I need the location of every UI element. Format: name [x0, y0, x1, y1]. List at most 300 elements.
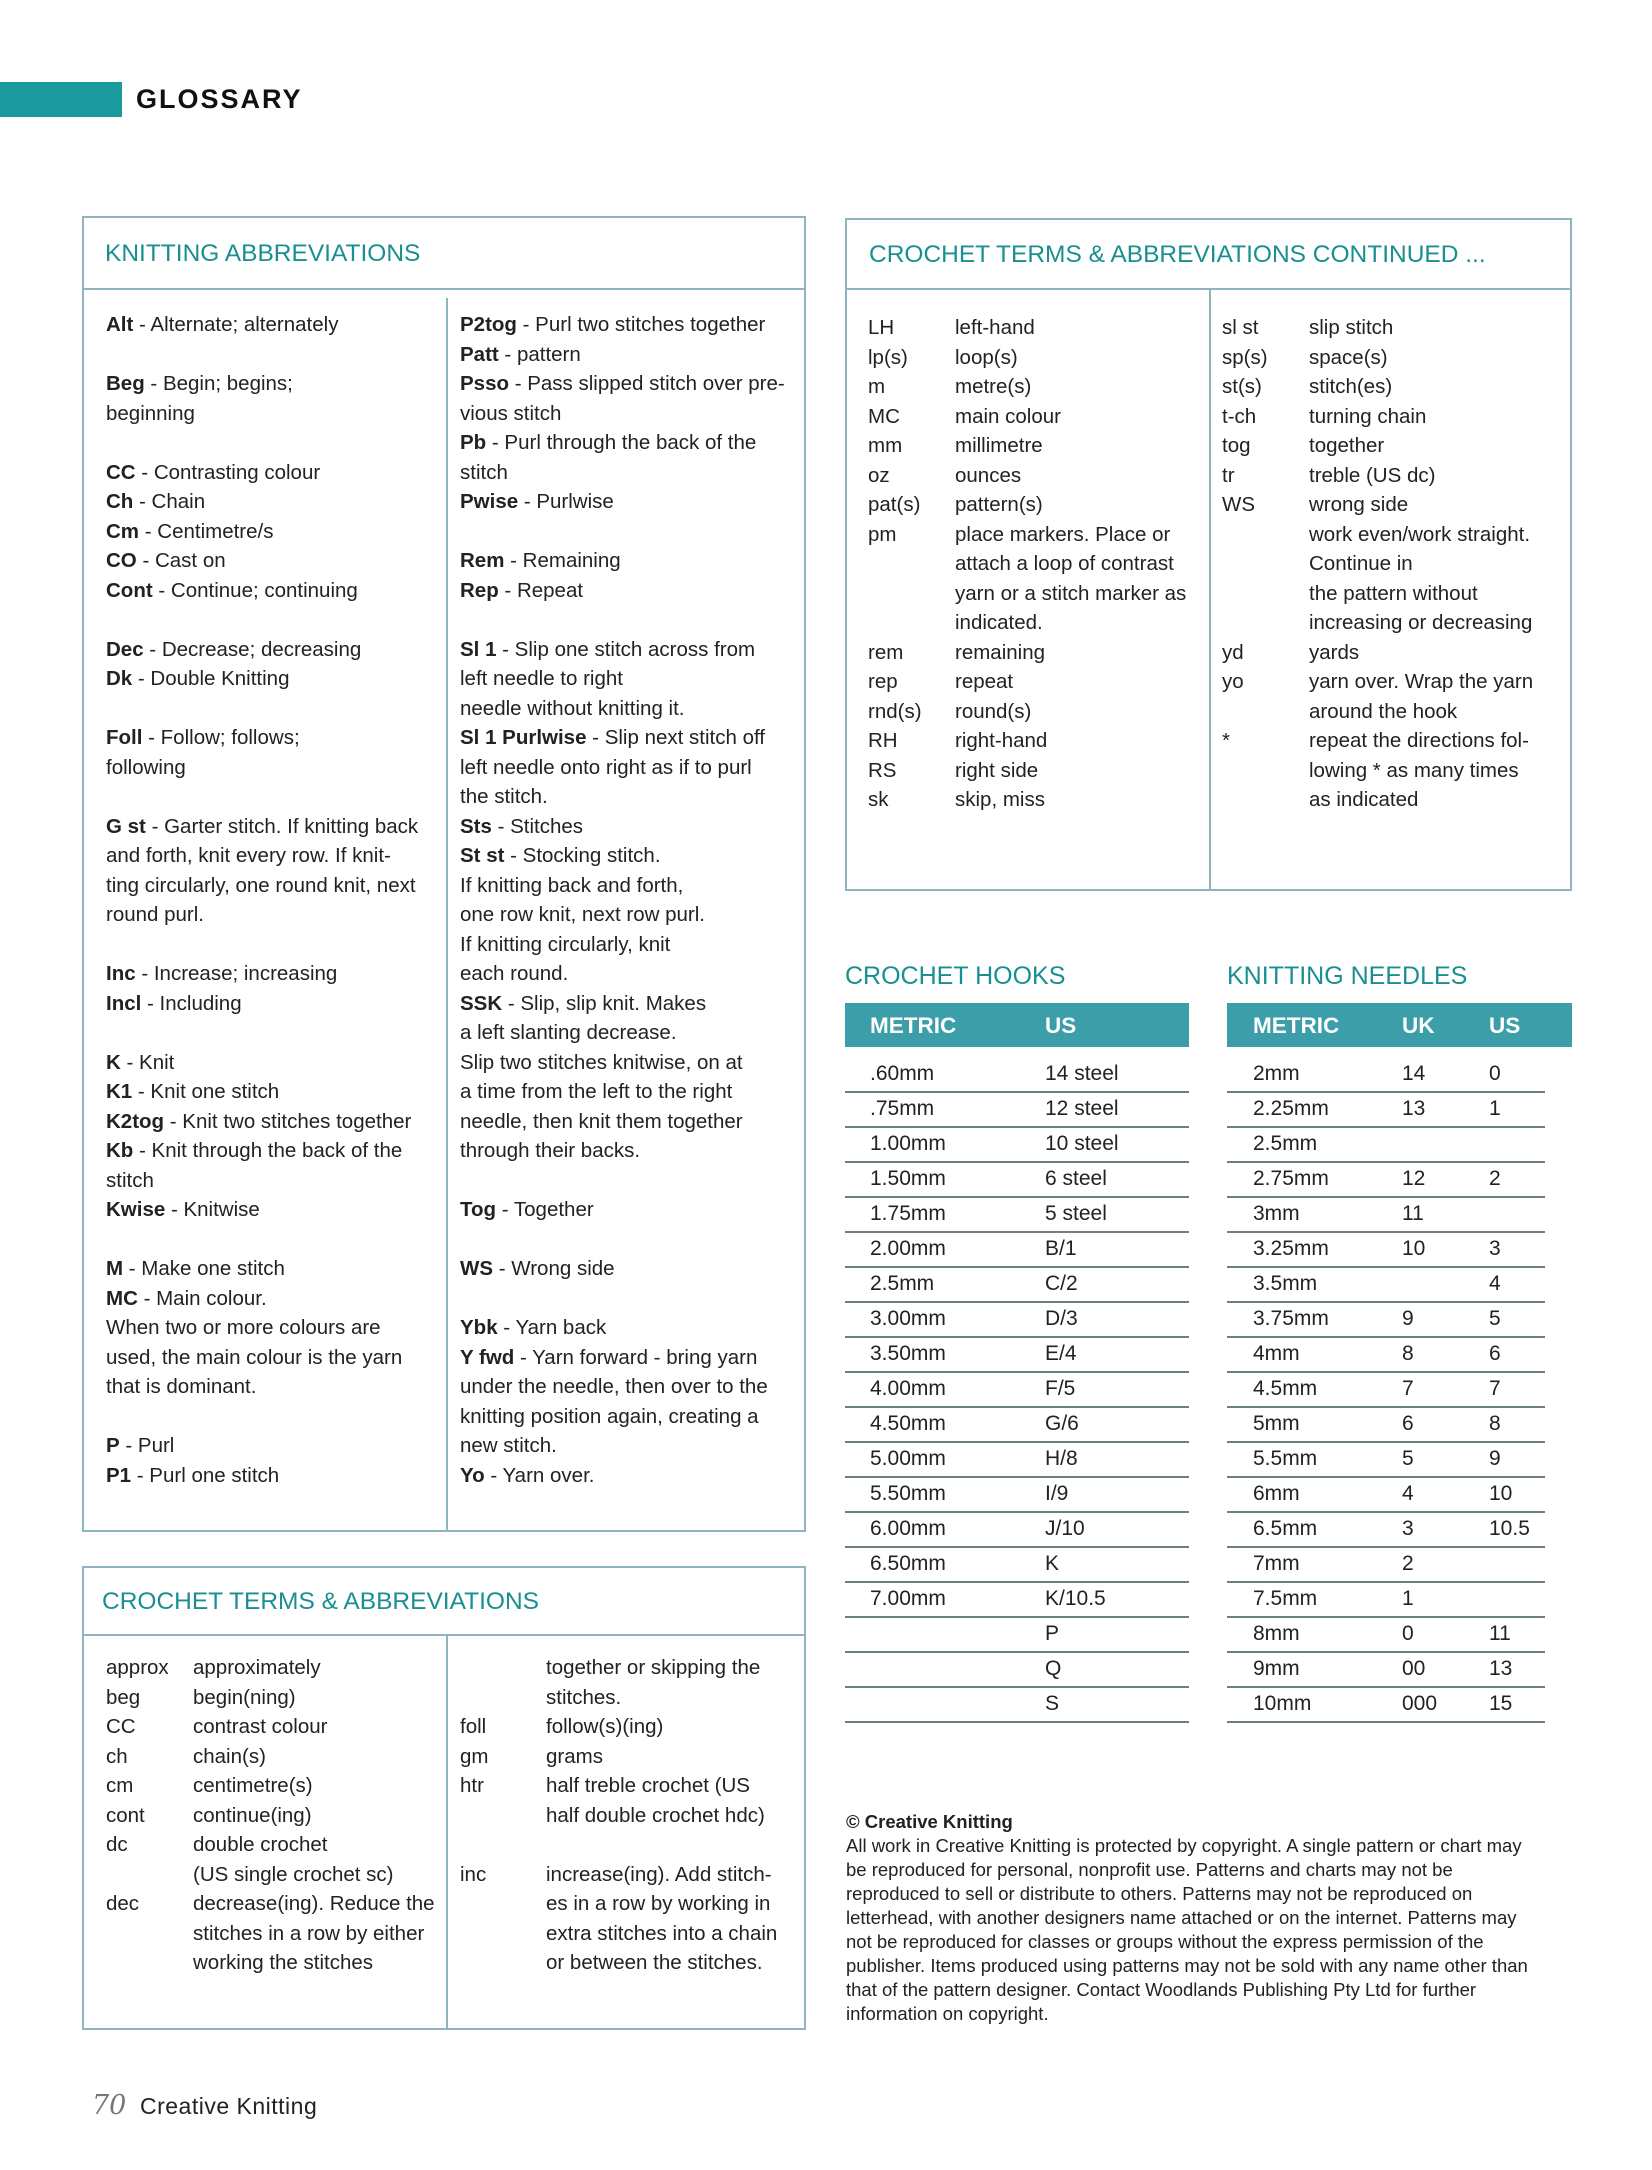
term-definition: place markers. Place or: [955, 522, 1171, 546]
term-definition: follow(s)(ing): [546, 1715, 664, 1738]
table-cell: E/4: [1045, 1342, 1077, 1365]
term-definition: together or skipping the: [546, 1656, 761, 1679]
abbreviation-definition: stitch: [460, 460, 508, 484]
term-definition: double crochet: [193, 1833, 328, 1856]
abbreviation-line: [460, 340, 581, 370]
term-abbreviation: WS: [1222, 493, 1256, 516]
abbreviation-line: [460, 369, 785, 399]
abbreviation-definition: - Follow; follows;: [142, 726, 300, 749]
table-cell: 8mm: [1253, 1622, 1300, 1645]
abbreviation-line: [106, 1343, 402, 1373]
abbreviation-line: [106, 1461, 279, 1491]
abbreviation-term: Foll: [106, 726, 143, 749]
abbreviation-line: [460, 1372, 768, 1402]
abbreviation-definition: - Continue; continuing: [152, 578, 358, 602]
table-row: [1227, 1268, 1545, 1303]
abbreviation-definition: - Alternate; alternately: [133, 313, 339, 336]
abbreviation-line: [106, 1284, 267, 1314]
table-cell: 5mm: [1253, 1412, 1300, 1435]
table-cell: .75mm: [870, 1097, 935, 1120]
knitting-abbreviations-box: [82, 216, 806, 1532]
term-definition: repeat: [955, 670, 1014, 693]
term-definition: yarn or a stitch marker as: [955, 581, 1187, 605]
term-abbreviation: cm: [106, 1774, 134, 1797]
term-definition: right side: [955, 758, 1039, 782]
abbreviation-definition: needle without knitting it.: [460, 696, 685, 720]
table-cell: 5: [1489, 1307, 1501, 1330]
table-row: [845, 1268, 1189, 1303]
abbreviation-line: [106, 1431, 174, 1461]
abbreviation-line: [460, 576, 583, 606]
abbreviation-term: Patt: [460, 342, 499, 366]
table-cell: H/8: [1045, 1447, 1078, 1470]
table-cell: 5: [1402, 1447, 1414, 1470]
table-row: [845, 1478, 1189, 1513]
copyright-line: be reproduced for personal, nonprofit use. Patterns and charts may not be: [846, 1859, 1453, 1880]
abbreviation-definition: - Purl through the back of the: [486, 431, 757, 454]
term-abbreviation: tog: [1222, 434, 1251, 457]
abbreviation-line: [460, 1254, 615, 1284]
abbreviation-line: [460, 458, 508, 488]
term-definition: work even/work straight.: [1309, 522, 1531, 546]
abbreviation-line: [460, 1343, 757, 1373]
abbreviation-line: [106, 664, 289, 694]
term-definition: millimetre: [955, 434, 1043, 457]
abbreviation-line: [460, 1136, 640, 1166]
abbreviation-definition: - Begin; begins;: [144, 372, 293, 395]
table-row: [845, 1583, 1189, 1618]
term-abbreviation: rep: [868, 670, 898, 693]
term-definition: space(s): [1309, 345, 1388, 369]
abbreviation-term: Tog: [460, 1198, 497, 1221]
abbreviation-term: Dec: [106, 637, 144, 661]
abbreviation-definition: a time from the left to the right: [460, 1080, 733, 1103]
table-cell: C/2: [1045, 1272, 1078, 1295]
abbreviation-definition: - Increase; increasing: [135, 962, 338, 985]
term-definition: remaining: [955, 640, 1046, 664]
abbreviation-term: P2tog: [460, 313, 517, 336]
abbreviation-definition: beginning: [106, 401, 195, 425]
table-cell: 7mm: [1253, 1552, 1300, 1575]
abbreviation-definition: - Remaining: [504, 549, 621, 572]
term-abbreviation: gm: [460, 1744, 489, 1768]
abbreviation-definition: - Stocking stitch.: [504, 844, 661, 867]
term-definition: together: [1309, 434, 1385, 457]
abbreviation-definition: - Knit: [120, 1050, 175, 1074]
abbreviation-definition: - Wrong side: [493, 1257, 615, 1280]
term-abbreviation: pm: [868, 522, 897, 546]
table-cell: 6.50mm: [870, 1552, 946, 1575]
term-abbreviation: pat(s): [868, 493, 921, 516]
abbreviation-line: [460, 871, 683, 901]
table-cell: P: [1045, 1622, 1060, 1645]
term-definition: around the hook: [1309, 699, 1458, 723]
abbreviation-definition: - Knit through the back of the: [133, 1139, 403, 1162]
column-divider: [446, 298, 448, 1530]
term-abbreviation: LH: [868, 316, 895, 339]
abbreviation-term: Beg: [106, 372, 145, 395]
abbreviation-definition: - Make one stitch: [123, 1257, 285, 1280]
term-definition: wrong side: [1309, 493, 1409, 516]
abbreviation-term: Ch: [106, 490, 134, 513]
term-definition: slip stitch: [1309, 316, 1394, 339]
term-abbreviation: cont: [106, 1803, 145, 1827]
term-abbreviation: t-ch: [1222, 404, 1257, 428]
table-cell: 10 steel: [1045, 1132, 1119, 1155]
abbreviation-line: [106, 753, 186, 783]
table-cell: 9: [1402, 1307, 1414, 1330]
abbreviation-line: [460, 782, 548, 812]
abbreviation-line: [460, 841, 661, 871]
abbreviation-definition: left needle onto right as if to purl: [460, 755, 752, 779]
abbreviation-line: [460, 1107, 743, 1137]
table-cell: 11: [1402, 1202, 1424, 1225]
table-row: [845, 1653, 1189, 1688]
abbreviation-definition: under the needle, then over to the: [460, 1375, 768, 1398]
copyright-line: not be reproduced for classes or groups without the express permission of the: [846, 1931, 1484, 1952]
term-definition: as indicated: [1309, 788, 1419, 811]
table-cell: 12: [1402, 1167, 1426, 1190]
abbreviation-definition: the stitch.: [460, 785, 548, 808]
term-abbreviation: dc: [106, 1833, 128, 1856]
table-row: [1227, 1233, 1545, 1268]
abbreviation-definition: When two or more colours are: [106, 1316, 381, 1339]
term-abbreviation: sl st: [1222, 316, 1259, 339]
term-abbreviation: MC: [868, 404, 900, 428]
abbreviation-term: P: [106, 1434, 120, 1457]
table-row: [1227, 1198, 1545, 1233]
abbreviation-term: Pb: [460, 431, 487, 454]
abbreviation-line: [106, 635, 361, 665]
table-row: [845, 1338, 1189, 1373]
term-definition: half double crochet hdc): [546, 1803, 765, 1827]
table-cell: J/10: [1045, 1517, 1085, 1540]
table-cell: 9: [1489, 1447, 1501, 1470]
table-cell: 7: [1489, 1377, 1501, 1400]
term-abbreviation: sk: [868, 788, 889, 811]
term-abbreviation: yd: [1222, 640, 1244, 664]
table-cell: 3: [1402, 1517, 1414, 1540]
table-row: [1227, 1618, 1545, 1653]
table-row: [1227, 1093, 1545, 1128]
table-cell: 10: [1402, 1237, 1426, 1260]
term-definition: skip, miss: [955, 788, 1045, 811]
term-definition: the pattern without: [1309, 581, 1478, 605]
copyright-title: © Creative Knitting: [846, 1811, 1013, 1832]
table-cell: 2.00mm: [870, 1237, 946, 1260]
term-definition: repeat the directions fol-: [1309, 729, 1529, 752]
abbreviation-definition: knitting position again, creating a: [460, 1404, 759, 1428]
abbreviation-term: Sl 1 Purlwise: [460, 726, 587, 749]
table-cell: 6mm: [1253, 1482, 1300, 1505]
table-row: [845, 1443, 1189, 1478]
term-abbreviation: tr: [1222, 463, 1235, 487]
abbreviation-definition: - Slip, slip knit. Makes: [502, 991, 707, 1015]
abbreviation-line: [460, 753, 752, 783]
abbreviation-line: [460, 310, 765, 340]
abbreviation-definition: - Slip next stitch off: [586, 726, 765, 749]
term-abbreviation: approx: [106, 1656, 169, 1679]
table-cell: 2.25mm: [1253, 1097, 1329, 1120]
table-cell: 6.00mm: [870, 1517, 946, 1540]
abbreviation-line: [106, 517, 273, 547]
abbreviation-definition: - Pass slipped stitch over pre-: [509, 372, 785, 395]
table-cell: 4: [1489, 1272, 1501, 1295]
table-row: [1227, 1548, 1545, 1583]
table-row: [1227, 1688, 1545, 1723]
abbreviation-definition: - Garter stitch. If knitting back: [145, 814, 419, 838]
page-title: GLOSSARY: [136, 84, 303, 114]
term-definition: stitch(es): [1309, 375, 1393, 398]
table-row: [1227, 1513, 1545, 1548]
term-abbreviation: rem: [868, 640, 904, 664]
table-cell: 6 steel: [1045, 1167, 1107, 1190]
table-cell: 00: [1402, 1657, 1426, 1680]
copyright-line: letterhead, with another designers name attached or on the internet. Patterns may: [846, 1907, 1517, 1928]
abbreviation-line: [460, 1018, 677, 1048]
table-cell: 6.5mm: [1253, 1517, 1318, 1540]
term-abbreviation: mm: [868, 434, 903, 457]
table-cell: 7.00mm: [870, 1587, 946, 1610]
abbreviation-term: Cm: [106, 519, 140, 543]
table-row: [1227, 1478, 1545, 1513]
table-row: [845, 1233, 1189, 1268]
table-cell: 6: [1402, 1412, 1414, 1435]
table-row: [845, 1058, 1189, 1093]
crochet-hooks-header-us: US: [1045, 1013, 1077, 1038]
abbreviation-definition: - Slip one stitch across from: [496, 637, 756, 661]
table-row: [1227, 1583, 1545, 1618]
table-cell: 5.00mm: [870, 1447, 946, 1470]
term-definition: stitches in a row by either: [193, 1921, 425, 1945]
table-cell: 1.00mm: [870, 1132, 946, 1155]
abbreviation-definition: - Centimetre/s: [139, 519, 274, 543]
term-definition: increasing or decreasing: [1309, 611, 1533, 634]
abbreviation-definition: - Yarn forward - bring yarn: [514, 1345, 758, 1369]
copyright-line: reproduced to sell or distribute to others. Patterns may not be reproduced on: [846, 1883, 1473, 1904]
column-divider: [446, 1636, 448, 2028]
table-cell: 11: [1489, 1622, 1511, 1645]
table-row: [1227, 1408, 1545, 1443]
table-cell: 9mm: [1253, 1657, 1300, 1680]
table-cell: .60mm: [870, 1062, 935, 1085]
table-cell: I/9: [1045, 1482, 1069, 1505]
abbreviation-term: Y fwd: [460, 1345, 515, 1369]
knitting-abbreviations-title: KNITTING ABBREVIATIONS: [84, 218, 804, 290]
abbreviation-line: [460, 1195, 594, 1225]
term-definition: grams: [546, 1744, 603, 1768]
table-row: [845, 1408, 1189, 1443]
term-abbreviation: CC: [106, 1715, 136, 1738]
abbreviation-term: K: [106, 1050, 121, 1074]
abbreviation-line: [106, 310, 338, 340]
abbreviation-term: G st: [106, 814, 146, 838]
table-cell: 2.5mm: [1253, 1132, 1318, 1155]
table-cell: 3.00mm: [870, 1307, 946, 1330]
abbreviation-term: K1: [106, 1080, 133, 1103]
table-cell: G/6: [1045, 1412, 1079, 1435]
term-abbreviation: lp(s): [868, 345, 908, 369]
abbreviation-line: [460, 664, 623, 694]
abbreviation-line: [460, 1402, 759, 1432]
table-cell: 1.75mm: [870, 1202, 946, 1225]
table-cell: 4: [1402, 1482, 1414, 1505]
abbreviation-line: [106, 1372, 256, 1402]
abbreviation-line: [460, 989, 706, 1019]
abbreviation-term: Inc: [106, 962, 136, 985]
abbreviation-term: Alt: [106, 313, 134, 336]
abbreviation-definition: - Including: [141, 991, 242, 1015]
page-number: 70: [92, 2090, 127, 2121]
abbreviation-definition: - Cast on: [136, 549, 226, 572]
abbreviation-definition: vious stitch: [460, 401, 562, 425]
table-cell: 0: [1489, 1062, 1501, 1085]
header-accent-bar: [0, 82, 122, 117]
term-definition: continue(ing): [193, 1803, 312, 1827]
abbreviation-term: Sl 1: [460, 637, 497, 661]
table-cell: 1.50mm: [870, 1167, 946, 1190]
abbreviation-line: [106, 576, 358, 606]
term-abbreviation: foll: [460, 1715, 487, 1738]
abbreviation-term: Ybk: [460, 1316, 498, 1339]
copyright-line: information on copyright.: [846, 2003, 1049, 2024]
abbreviation-line: [106, 841, 391, 871]
abbreviation-line: [460, 1313, 606, 1343]
crochet-continued-title: CROCHET TERMS & ABBREVIATIONS CONTINUED ...: [847, 220, 1570, 290]
abbreviation-line: [106, 399, 195, 429]
abbreviation-line: [106, 546, 226, 576]
knitting-needles-header-us: US: [1489, 1013, 1521, 1038]
abbreviation-term: WS: [460, 1257, 494, 1280]
crochet-hooks-header: [845, 1003, 1189, 1047]
abbreviation-line: [460, 900, 705, 930]
table-cell: 4.00mm: [870, 1377, 946, 1400]
table-cell: 000: [1402, 1692, 1438, 1715]
copyright-line: that of the pattern designer. Contact Woodlands Publishing Pty Ltd for further: [846, 1979, 1477, 2000]
abbreviation-definition: through their backs.: [460, 1139, 641, 1162]
term-definition: treble (US dc): [1309, 463, 1436, 487]
term-definition: round(s): [955, 699, 1032, 723]
abbreviation-term: Incl: [106, 991, 142, 1015]
table-row: [845, 1163, 1189, 1198]
table-cell: 5.5mm: [1253, 1447, 1318, 1470]
abbreviation-term: Rem: [460, 549, 505, 572]
abbreviation-definition: - Chain: [133, 490, 206, 513]
abbreviation-line: [460, 1431, 557, 1461]
abbreviation-term: MC: [106, 1286, 138, 1310]
term-definition: yarn over. Wrap the yarn: [1309, 670, 1534, 693]
table-cell: 2: [1489, 1167, 1501, 1190]
abbreviation-definition: following: [106, 755, 186, 779]
table-cell: 8: [1489, 1412, 1501, 1435]
abbreviation-term: Rep: [460, 578, 499, 602]
abbreviation-definition: - Knitwise: [165, 1198, 260, 1221]
table-cell: 10: [1489, 1482, 1513, 1505]
abbreviation-definition: - Purlwise: [518, 490, 614, 513]
table-cell: 2.5mm: [870, 1272, 935, 1295]
table-row: [845, 1688, 1189, 1723]
term-definition: decrease(ing). Reduce the: [193, 1892, 435, 1915]
abbreviation-definition: - pattern: [498, 342, 581, 366]
knitting-needles-title: KNITTING NEEDLES: [1227, 962, 1468, 990]
table-row: [1227, 1338, 1545, 1373]
crochet-hooks-header-metric: METRIC: [870, 1013, 957, 1038]
abbreviation-term: Kwise: [106, 1198, 166, 1221]
table-cell: 5 steel: [1045, 1202, 1107, 1225]
knitting-needles-header-metric: METRIC: [1253, 1013, 1340, 1038]
table-cell: 0: [1402, 1622, 1414, 1645]
term-definition: centimetre(s): [193, 1774, 313, 1797]
table-row: [1227, 1443, 1545, 1478]
term-definition: turning chain: [1309, 404, 1427, 428]
copyright-line: All work in Creative Knitting is protected by copyright. A single pattern or chart may: [846, 1835, 1522, 1856]
crochet-hooks-title: CROCHET HOOKS: [845, 962, 1066, 990]
table-cell: 4.50mm: [870, 1412, 946, 1435]
term-abbreviation: RS: [868, 758, 897, 782]
table-cell: 1: [1489, 1097, 1501, 1120]
table-cell: 3: [1489, 1237, 1501, 1260]
table-cell: 3.5mm: [1253, 1272, 1318, 1295]
table-cell: 13: [1402, 1097, 1426, 1120]
abbreviation-definition: - Knit one stitch: [132, 1080, 280, 1103]
term-definition: right-hand: [955, 729, 1048, 752]
term-abbreviation: *: [1222, 729, 1230, 752]
term-definition: es in a row by working in: [546, 1892, 771, 1915]
abbreviation-definition: used, the main colour is the yarn: [106, 1345, 403, 1369]
abbreviation-definition: and forth, knit every row. If knit-: [106, 844, 391, 867]
term-definition: begin(ning): [193, 1685, 296, 1709]
table-cell: Q: [1045, 1657, 1062, 1680]
abbreviation-definition: one row knit, next row purl.: [460, 903, 705, 926]
table-row: [845, 1198, 1189, 1233]
abbreviation-definition: If knitting circularly, knit: [460, 932, 671, 956]
abbreviation-definition: a left slanting decrease.: [460, 1021, 677, 1044]
table-cell: 14: [1402, 1062, 1426, 1085]
table-cell: 3.50mm: [870, 1342, 946, 1365]
table-cell: 4.5mm: [1253, 1377, 1318, 1400]
abbreviation-line: [460, 428, 756, 458]
abbreviation-term: Kb: [106, 1139, 134, 1162]
knitting-needles-header-uk: UK: [1402, 1013, 1435, 1038]
abbreviation-line: [460, 930, 670, 960]
abbreviation-line: [460, 1048, 743, 1078]
table-row: [845, 1303, 1189, 1338]
table-cell: 15: [1489, 1692, 1513, 1715]
term-abbreviation: st(s): [1222, 375, 1262, 398]
abbreviation-line: [460, 1077, 732, 1107]
abbreviation-term: SSK: [460, 991, 503, 1015]
term-abbreviation: yo: [1222, 670, 1244, 693]
abbreviation-line: [106, 369, 293, 399]
abbreviation-definition: - Repeat: [498, 578, 584, 602]
crochet-terms-title: CROCHET TERMS & ABBREVIATIONS: [84, 1568, 804, 1636]
table-cell: 1: [1402, 1587, 1414, 1610]
abbreviation-line: [106, 1048, 174, 1078]
abbreviation-line: [460, 1461, 594, 1491]
abbreviation-definition: - Purl two stitches together: [516, 313, 766, 336]
table-cell: 2: [1402, 1552, 1414, 1575]
term-abbreviation: beg: [106, 1685, 141, 1709]
abbreviation-term: K2tog: [106, 1109, 165, 1133]
abbreviation-line: [106, 871, 416, 901]
table-row: [845, 1373, 1189, 1408]
term-definition: Continue in: [1309, 552, 1413, 575]
abbreviation-line: [460, 635, 755, 665]
term-abbreviation: rnd(s): [868, 699, 922, 723]
abbreviation-line: [106, 1254, 285, 1284]
table-row: [1227, 1303, 1545, 1338]
table-cell: 10mm: [1253, 1692, 1312, 1715]
